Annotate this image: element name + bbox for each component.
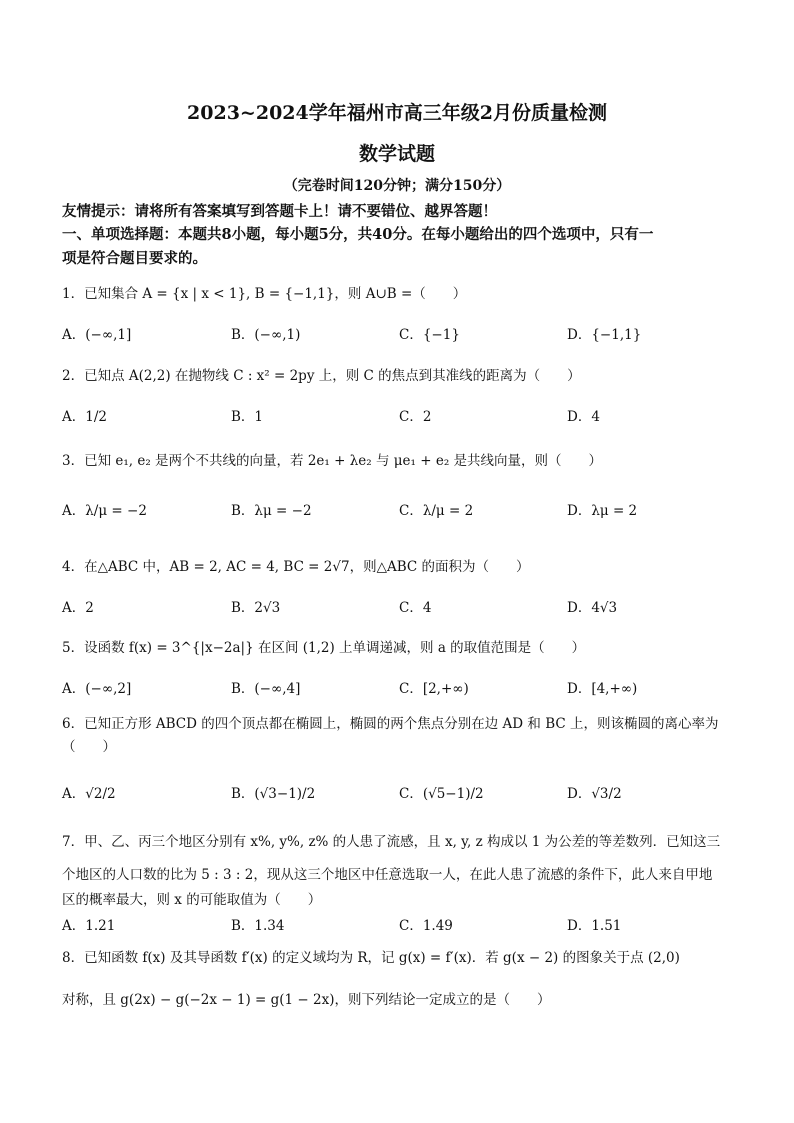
question-4-stem: 4．在△ABC 中，AB = 2, AC = 4, BC = 2√7，则△ABC 的面积为（ ） — [62, 559, 530, 575]
question-4-option-c: C．4 — [399, 600, 432, 616]
question-1-option-c: C．{−1} — [399, 327, 460, 343]
question-3-option-d: D．λμ = 2 — [567, 503, 638, 519]
question-7-stem-line2: 个地区的人口数的比为 5 : 3 : 2，现从这三个地区中任意选取一人，在此人患了流感的条件下，此人来自甲地 — [62, 867, 713, 883]
subject-title: 数学试题 — [358, 143, 435, 165]
question-4-option-d: D．4√3 — [567, 600, 618, 616]
question-6-option-d: D．√3/2 — [567, 786, 622, 802]
question-3-option-a: A．λ/μ = −2 — [62, 503, 147, 519]
question-5-option-a: A．(−∞,2] — [62, 681, 132, 697]
question-7-option-d: D．1.51 — [567, 918, 622, 934]
question-1-option-d: D．{−1,1} — [567, 327, 642, 343]
question-1-stem: 1．已知集合 A = {x | x < 1}, B = {−1,1}，则 A∪B =（ ） — [62, 286, 467, 302]
question-6-option-a: A．√2/2 — [62, 786, 116, 802]
question-8-stem-line1: 8．已知函数 f(x) 及其导函数 f′(x) 的定义域均为 R，记 g(x) = f′(x)．若 g(x − 2) 的图象关于点 (2,0) — [62, 950, 680, 966]
question-5-stem: 5．设函数 f(x) = 3^{|x−2a|} 在区间 (1,2) 上单调递减，则 a 的取值范围是（ ） — [62, 640, 586, 656]
question-7-option-b: B．1.34 — [231, 918, 285, 934]
question-7-stem-line3: 区的概率最大，则 x 的可能取值为（ ） — [62, 892, 322, 908]
question-2-option-c: C．2 — [399, 409, 432, 425]
question-6-stem-line2: （ ） — [62, 739, 116, 755]
question-7-option-a: A．1.21 — [62, 918, 116, 934]
question-7-stem-line1: 7．甲、乙、丙三个地区分别有 x%, y%, z% 的人患了流感，且 x, y, z 构成以 1 为公差的等差数列．已知这三 — [62, 834, 721, 850]
question-7-option-c: C．1.49 — [399, 918, 453, 934]
time-note: （完卷时间120分钟；满分150分） — [283, 178, 511, 194]
friendly-tip: 友情提示：请将所有答案填写到答题卡上！请不要错位、越界答题！ — [62, 203, 497, 220]
question-2-option-b: B．1 — [231, 409, 264, 425]
question-2-stem: 2．已知点 A(2,2) 在抛物线 C : x² = 2py 上，则 C 的焦点到其准线的距离为（ ） — [62, 368, 581, 384]
section-heading-line2: 项是符合题目要求的。 — [62, 250, 207, 267]
question-1-option-a: A．(−∞,1] — [62, 327, 132, 343]
question-3-option-b: B．λμ = −2 — [231, 503, 312, 519]
question-5-option-c: C．[2,+∞) — [399, 681, 469, 697]
question-2-option-d: D．4 — [567, 409, 600, 425]
question-6-option-c: C．(√5−1)/2 — [399, 786, 484, 802]
question-6-option-b: B．(√3−1)/2 — [231, 786, 316, 802]
question-2-option-a: A．1/2 — [62, 409, 107, 425]
question-8-stem-line2: 对称，且 g(2x) − g(−2x − 1) = g(1 − 2x)，则下列结论一定成立的是（ ） — [62, 992, 551, 1008]
question-3-option-c: C．λ/μ = 2 — [399, 503, 474, 519]
question-6-stem-line1: 6．已知正方形 ABCD 的四个顶点都在椭圆上，椭圆的两个焦点分别在边 AD 和 BC 上，则该椭圆的离心率为 — [62, 716, 719, 732]
question-3-stem: 3．已知 e₁, e₂ 是两个不共线的向量，若 2e₁ + λe₂ 与 μe₁ + e₂ 是共线向量，则（ ） — [62, 453, 603, 469]
question-4-option-a: A．2 — [62, 600, 94, 616]
section-heading-line1: 一、单项选择题：本题共8小题，每小题5分，共40分。在每小题给出的四个选项中，只有一 — [62, 226, 654, 243]
question-5-option-d: D．[4,+∞) — [567, 681, 638, 697]
question-1-option-b: B．(−∞,1) — [231, 327, 301, 343]
exam-title: 2023~2024学年福州市高三年级2月份质量检测 — [187, 102, 607, 124]
question-5-option-b: B．(−∞,4] — [231, 681, 301, 697]
question-4-option-b: B．2√3 — [231, 600, 281, 616]
